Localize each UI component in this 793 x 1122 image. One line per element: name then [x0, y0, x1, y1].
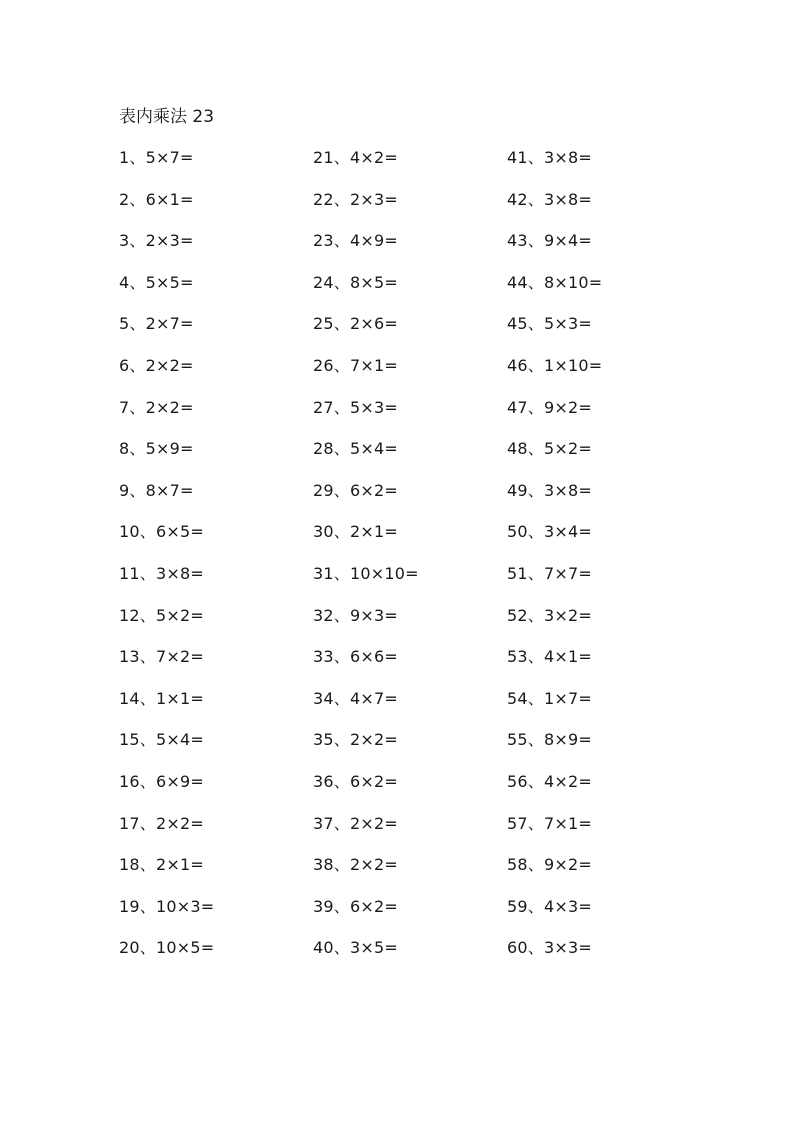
problem-item: 37、2×2= — [313, 813, 398, 833]
problem-item: 6、2×2= — [119, 355, 194, 375]
problem-item: 22、2×3= — [313, 189, 398, 209]
problem-item: 30、2×1= — [313, 522, 398, 542]
problem-item: 44、8×10= — [507, 272, 603, 292]
problem-item: 42、3×8= — [507, 189, 592, 209]
problem-item: 3、2×3= — [119, 231, 194, 251]
problem-item: 24、8×5= — [313, 272, 398, 292]
problem-item: 50、3×4= — [507, 522, 592, 542]
problem-item: 15、5×4= — [119, 730, 204, 750]
problem-item: 59、4×3= — [507, 896, 592, 916]
problem-item: 39、6×2= — [313, 896, 398, 916]
problem-item: 54、1×7= — [507, 688, 592, 708]
problem-item: 56、4×2= — [507, 771, 592, 791]
problem-item: 36、6×2= — [313, 771, 398, 791]
problem-item: 34、4×7= — [313, 688, 398, 708]
problem-item: 9、8×7= — [119, 480, 194, 500]
problem-item: 1、5×7= — [119, 148, 194, 167]
problem-item: 49、3×8= — [507, 480, 592, 500]
problem-item: 60、3×3= — [507, 938, 592, 958]
problem-item: 19、10×3= — [119, 896, 215, 916]
problem-item: 45、5×3= — [507, 314, 592, 334]
problem-item: 32、9×3= — [313, 605, 398, 625]
problem-item: 52、3×2= — [507, 605, 592, 625]
problem-item: 55、8×9= — [507, 730, 592, 750]
problem-item: 43、9×4= — [507, 231, 592, 251]
problem-item: 13、7×2= — [119, 647, 204, 667]
problem-item: 53、4×1= — [507, 647, 592, 667]
problem-item: 18、2×1= — [119, 855, 204, 875]
problem-item: 21、4×2= — [313, 148, 398, 167]
problem-item: 29、6×2= — [313, 480, 398, 500]
problem-item: 57、7×1= — [507, 813, 592, 833]
problem-item: 23、4×9= — [313, 231, 398, 251]
problem-item: 48、5×2= — [507, 439, 592, 459]
problem-item: 14、1×1= — [119, 688, 204, 708]
problem-item: 27、5×3= — [313, 397, 398, 417]
problem-item: 35、2×2= — [313, 730, 398, 750]
problem-item: 38、2×2= — [313, 855, 398, 875]
problem-item: 40、3×5= — [313, 938, 398, 958]
problem-item: 4、5×5= — [119, 272, 194, 292]
problem-item: 12、5×2= — [119, 605, 204, 625]
problem-item: 47、9×2= — [507, 397, 592, 417]
problem-item: 8、5×9= — [119, 439, 194, 459]
problem-item: 51、7×7= — [507, 563, 592, 583]
problem-item: 16、6×9= — [119, 771, 204, 791]
problem-item: 25、2×6= — [313, 314, 398, 334]
problem-item: 41、3×8= — [507, 148, 592, 167]
problem-item: 26、7×1= — [313, 355, 398, 375]
problem-grid — [119, 146, 739, 978]
problem-item: 46、1×10= — [507, 355, 603, 375]
worksheet-title: 表内乘法 23 — [119, 107, 215, 127]
problem-item: 28、5×4= — [313, 439, 398, 459]
problem-item: 10、6×5= — [119, 522, 204, 542]
problem-item: 7、2×2= — [119, 397, 194, 417]
problem-item: 58、9×2= — [507, 855, 592, 875]
problem-item: 17、2×2= — [119, 813, 204, 833]
problem-item: 33、6×6= — [313, 647, 398, 667]
problem-item: 11、3×8= — [119, 563, 204, 583]
problem-item: 2、6×1= — [119, 189, 194, 209]
problem-item: 31、10×10= — [313, 563, 419, 583]
problem-item: 20、10×5= — [119, 938, 215, 958]
problem-item: 5、2×7= — [119, 314, 194, 334]
